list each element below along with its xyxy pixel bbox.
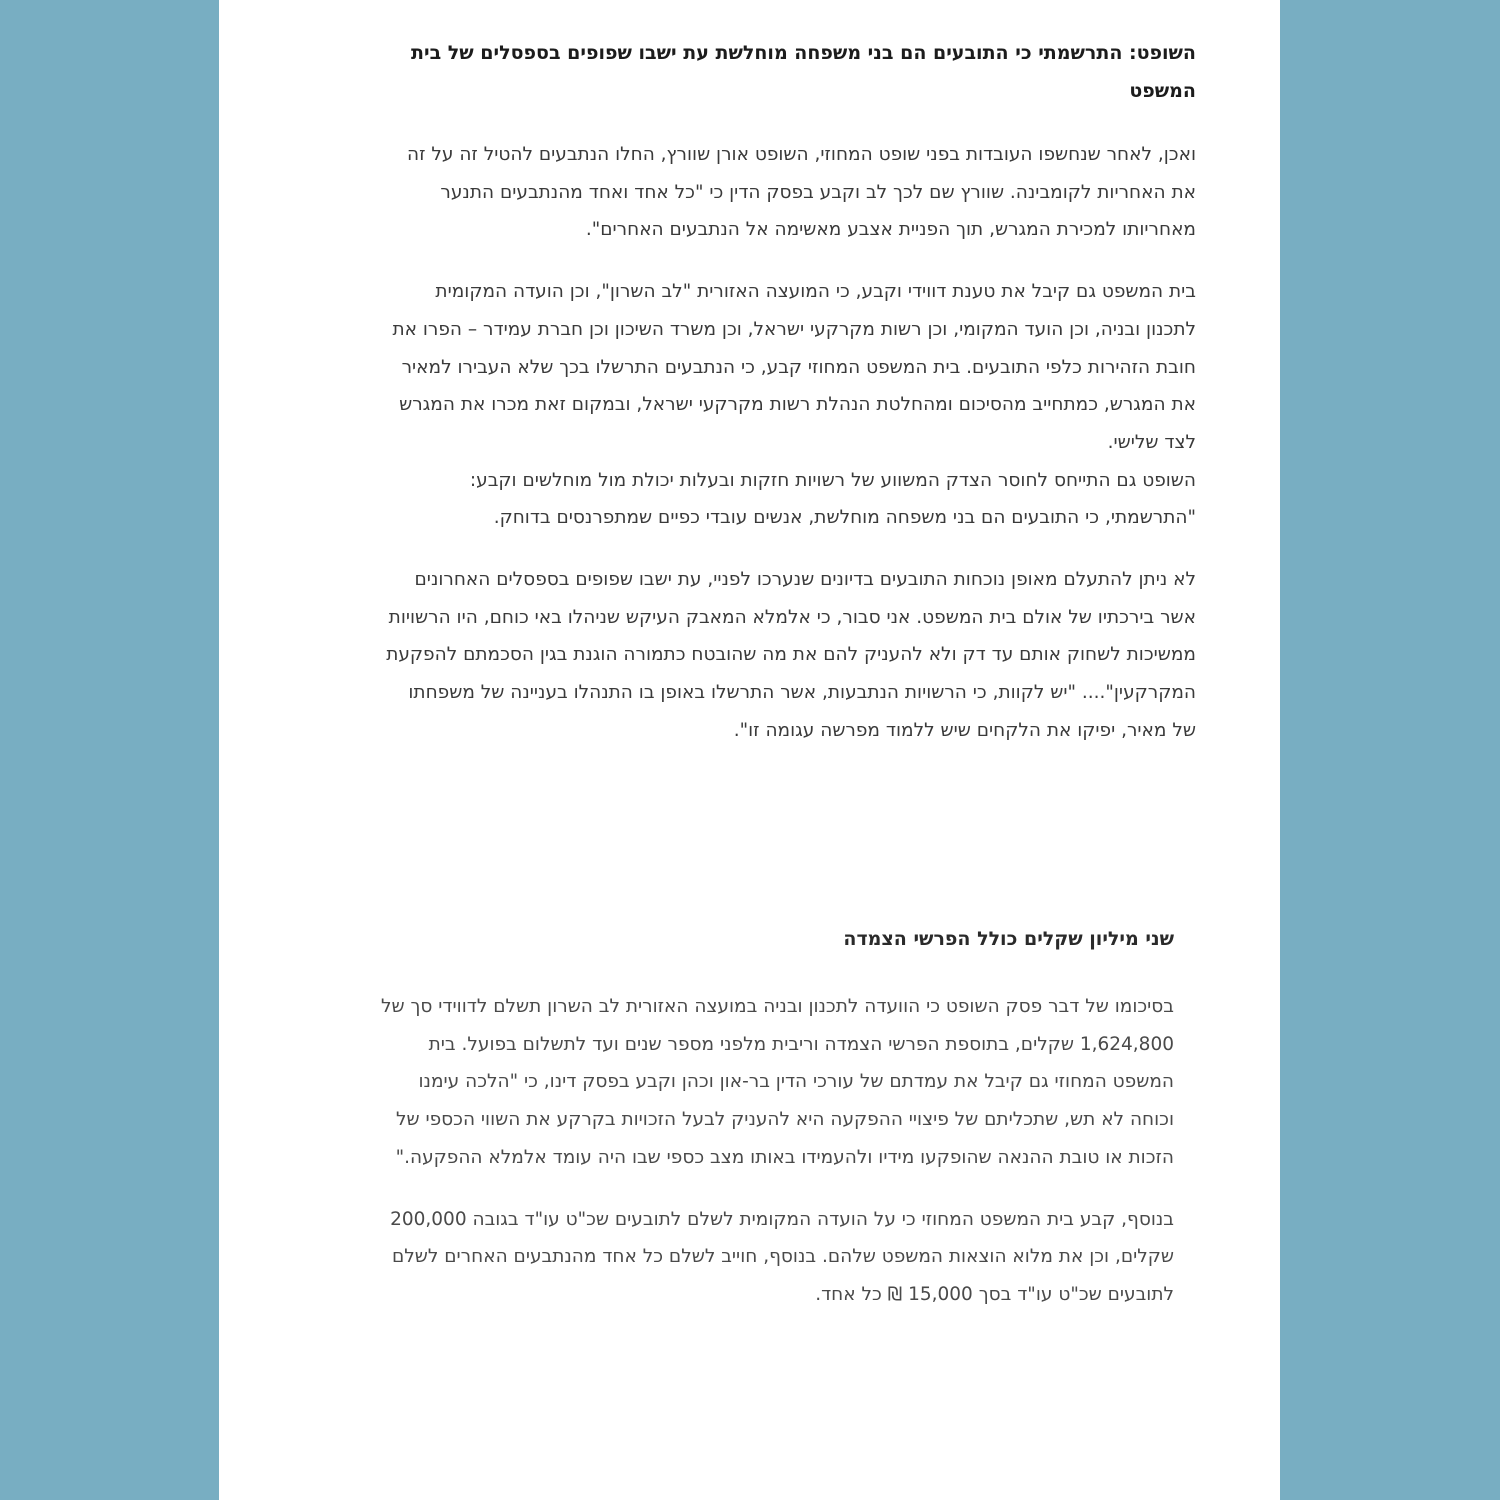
article-section-judge-impression bbox=[386, 34, 1196, 774]
paragraph-defendants-blame: ואכן, לאחר שנחשפו העובדות בפני שופט המחוזי, השופט אורן שוורץ, החלו הנתבעים להטיל זה על זה את האחריות לקומבינה. שוורץ שם לכך לב וקבע בפסק הדין כי "כל אחד ואחד מהנתבעים התנער מאחריותו למכירת המגרש, תוך הפניית אצבע מאשימה אל הנתבעים האחרים". bbox=[407, 144, 1196, 241]
paragraph-compensation-sum: בסיכומו של דבר פסק השופט כי הוועדה לתכנון ובניה במועצה האזורית לב השרון תשלם לדווידי סך של 1,624,800 שקלים, בתוספת הפרשי הצמדה וריבית מלפני מספר שנים ועד לתשלום בפועל. בית המשפט המחוזי גם קיבל את עמדתם של עורכי הדין בר-און וכהן וקבע בפסק דינו, כי "הלכה עימנו וכוחה לא תש, שתכליתם של פיצויי ההפקעה היא להעניק לבעל הזכויות בקרקע את השווי הכספי של הזכות או טובת ההנאה שהופקעו מידיו ולהעמידו באותו מצב כספי שבו היה עומד אלמלא ההפקעה." bbox=[380, 996, 1174, 1168]
paragraph-legal-fees: בנוסף, קבע בית המשפט המחוזי כי על הועדה המקומית לשלם לתובעים שכ"ט עו"ד בגובה 200,000 שקלים, וכן את מלוא הוצאות המשפט שלהם. בנוסף, חוייב לשלם כל אחד מהנתבעים האחרים לשלם לתובעים שכ"ט עו"ד בסך 15,000 ₪ כל אחד. bbox=[390, 1208, 1174, 1305]
article-page bbox=[219, 0, 1280, 1500]
paragraph-court-ruling: בית המשפט גם קיבל את טענת דווידי וקבע, כי המועצה האזורית "לב השרון", וכן הועדה המקומית לתכנון ובניה, וכן הועד המקומי, וכן רשות מקרקעי ישראל, וכן משרד השיכון וכן חברת עמידר – הפרו את חובת הזהירות כלפי התובעים. בית המשפט המחוזי קבע, כי הנתבעים התרשלו בכך שלא העבירו למאיר את המגרש, כמתחייב מהסיכום ומהחלטת הנהלת רשות מקרקעי ישראל, ובמקום זאת מכרו את המגרש לצד שלישי. bbox=[392, 281, 1196, 453]
section-heading: השופט: התרשמתי כי התובעים הם בני משפחה מוחלשת עת ישבו שפופים בספסלים של בית המשפט bbox=[411, 42, 1196, 102]
paragraph-hearing-presence: לא ניתן להתעלם מאופן נוכחות התובעים בדיונים שנערכו לפניי, עת ישבו שפופים בספסלים האחרונים אשר בירכתיו של אולם בית המשפט. אני סבור, כי אלמלא המאבק העיקש שניהלו באי כוחם, היו הרשויות ממשיכות לשחוק אותם עד דק ולא להעניק להם את מה שהובטח כתמורה הוגנת בגין הסכמתם להפקעת המקרקעין".... "יש לקוות, כי הרשויות הנתבעות, אשר התרשלו באופן בו התנהלו בעניינה של משפחתו של מאיר, יפיקו את הלקחים שיש ללמוד מפרשה עגומה זו". bbox=[386, 569, 1196, 741]
paragraph-judge-quote: השופט גם התייחס לחוסר הצדק המשווע של רשויות חזקות ובעלות יכולת מול מוחלשים וקבע: "התרשמתי, כי התובעים הם בני משפחה מוחלשת, אנשים עובדי כפיים שמתפרנסים בדוחק. bbox=[469, 469, 1196, 529]
article-section-compensation bbox=[376, 920, 1174, 1338]
section-heading: שני מיליון שקלים כולל הפרשי הצמדה bbox=[843, 928, 1174, 950]
